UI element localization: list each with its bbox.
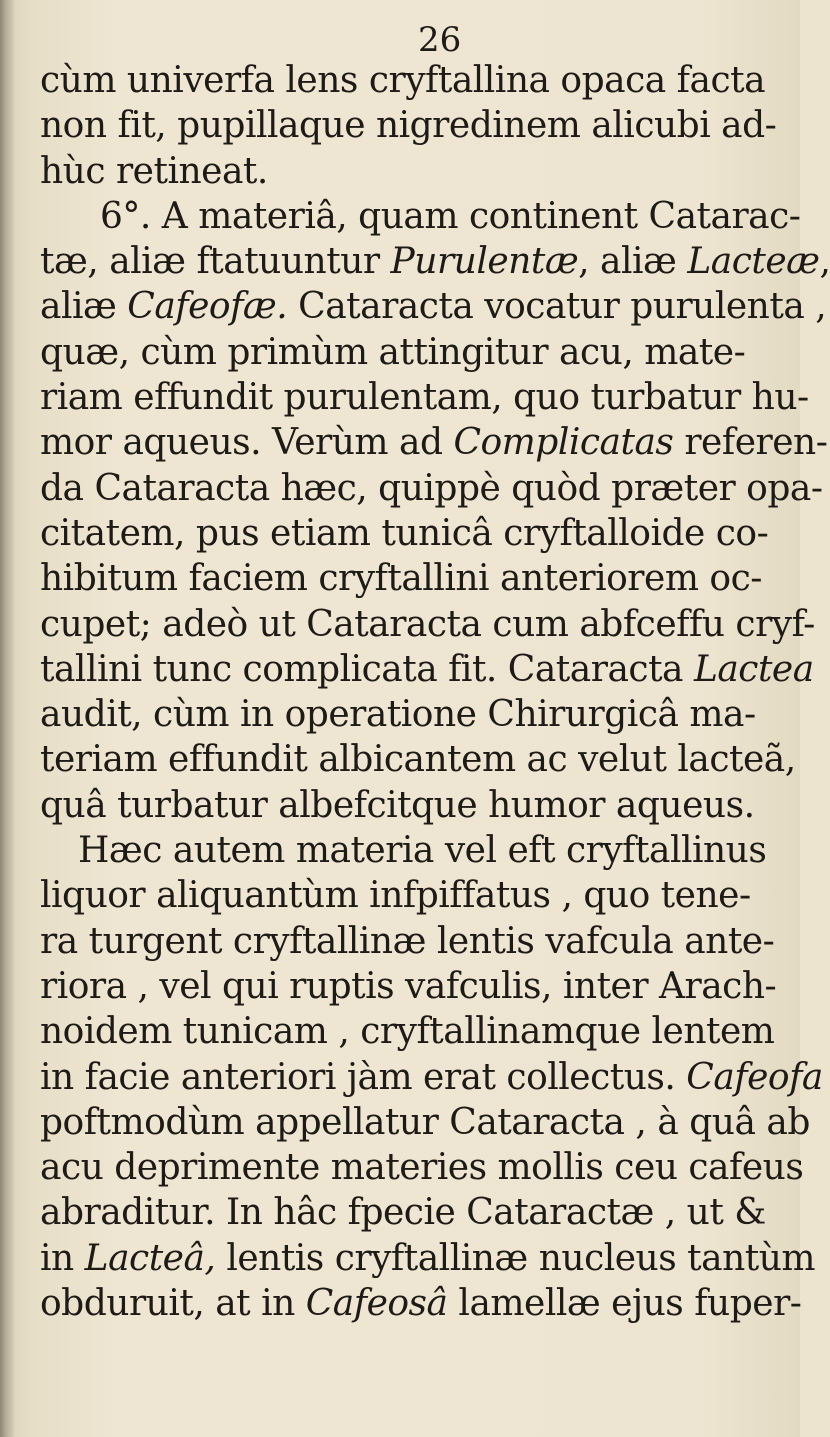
text-line [40, 783, 780, 828]
text-line [40, 149, 780, 194]
italic-term: Complicatas [453, 422, 674, 464]
text-run: liquor aliquantùm infpiffatus , quo tene- [40, 875, 751, 917]
text-run: acu deprimente materies mollis ceu cafeus [40, 1147, 804, 1189]
text-line [40, 828, 780, 873]
text-run: tæ, aliæ ftatuuntur [40, 241, 391, 283]
text-run: Cataracta vocatur purulenta , [287, 286, 827, 328]
text-run: cùm univerfa lens cryftallina opaca facta [40, 60, 766, 101]
text-line [40, 602, 815, 647]
text-run: poftmodùm appellatur Cataracta , à quâ ab [40, 1101, 810, 1143]
text-line [40, 466, 823, 511]
text-run: quâ turbatur albefcitque humor aqueus. [40, 784, 755, 826]
text-run: tallini tunc complicata fit. Cataracta [40, 648, 694, 690]
text-run: ra turgent cryftallinæ lentis vafcula ante- [40, 920, 775, 962]
body-text [40, 58, 830, 1326]
text-line [40, 194, 801, 239]
text-run: riam effundit purulentam, quo turbatur hu- [40, 377, 809, 419]
text-line [40, 511, 780, 556]
text-line [40, 1281, 802, 1326]
text-line [40, 647, 814, 692]
text-line [40, 964, 780, 1009]
text-run: citatem, pus etiam tunicâ cryftalloide co- [40, 512, 769, 554]
text-run: noidem tunicam , cryftallinamque lentem [40, 1011, 775, 1053]
text-line [40, 1190, 780, 1235]
text-run: aliæ [40, 286, 128, 328]
text-line [40, 330, 780, 375]
text-run: hùc retineat. [40, 150, 268, 192]
text-run: hibitum faciem cryftallini anteriorem oc- [40, 558, 762, 600]
text-line [40, 284, 827, 329]
italic-term: Cafeosâ [305, 1283, 448, 1325]
text-run: non fit, pupillaque nigredinem alicubi ad- [40, 105, 777, 147]
text-run: obduruit, at in [40, 1283, 306, 1325]
text-run: in facie anteriori jàm erat collectus. [40, 1056, 687, 1098]
italic-term: Purulentæ [390, 241, 579, 283]
text-line [40, 737, 796, 782]
text-run: teriam effundit albicantem ac velut lacteã, [40, 739, 796, 781]
text-run: audit, cùm in operatione Chirurgicâ ma- [40, 694, 756, 736]
text-run: referen- [673, 422, 828, 464]
text-line [40, 420, 828, 465]
text-line [40, 239, 830, 284]
text-run: , aliæ [578, 241, 688, 283]
text-line [40, 1100, 810, 1145]
italic-term: Lactea [693, 648, 814, 690]
text-run: Hæc autem materia vel eft cryftallinus [78, 830, 767, 872]
book-gutter [0, 0, 14, 1437]
text-run: riora , vel qui ruptis vafculis, inter Arach- [40, 965, 777, 1007]
italic-term: Lacteæ [687, 241, 820, 283]
text-run: cupet; adeò ut Cataracta cum abfceffu cryf- [40, 603, 815, 645]
text-run: mor aqueus. Verùm ad [40, 422, 454, 464]
text-line [40, 58, 780, 103]
italic-term: Cafeofa [686, 1056, 823, 1098]
text-run: , [819, 241, 830, 283]
text-line [40, 1145, 804, 1190]
text-line [40, 1236, 816, 1281]
text-line [40, 103, 780, 148]
page-number: 26 [418, 20, 462, 60]
text-run: 6°. A materiâ, quam continent Catarac- [100, 195, 801, 237]
text-line [40, 873, 780, 918]
italic-term: Cafeofæ. [127, 286, 288, 328]
text-run: lamellæ ejus fuper- [447, 1283, 802, 1325]
text-line [40, 919, 780, 964]
text-line [40, 692, 780, 737]
italic-term: Lacteâ, [84, 1237, 216, 1279]
text-line [40, 1009, 780, 1054]
text-run: abraditur. In hâc fpecie Cataractæ , ut & [40, 1192, 766, 1234]
text-run: quæ, cùm primùm attingitur acu, mate- [40, 331, 746, 373]
text-run: da Cataracta hæc, quippè quòd præter opa- [40, 467, 823, 509]
text-run: lentis cryftallinæ nucleus tantùm [215, 1237, 816, 1279]
text-line [40, 375, 809, 420]
text-line [40, 1055, 823, 1100]
text-run: in [40, 1237, 85, 1279]
text-line [40, 556, 780, 601]
